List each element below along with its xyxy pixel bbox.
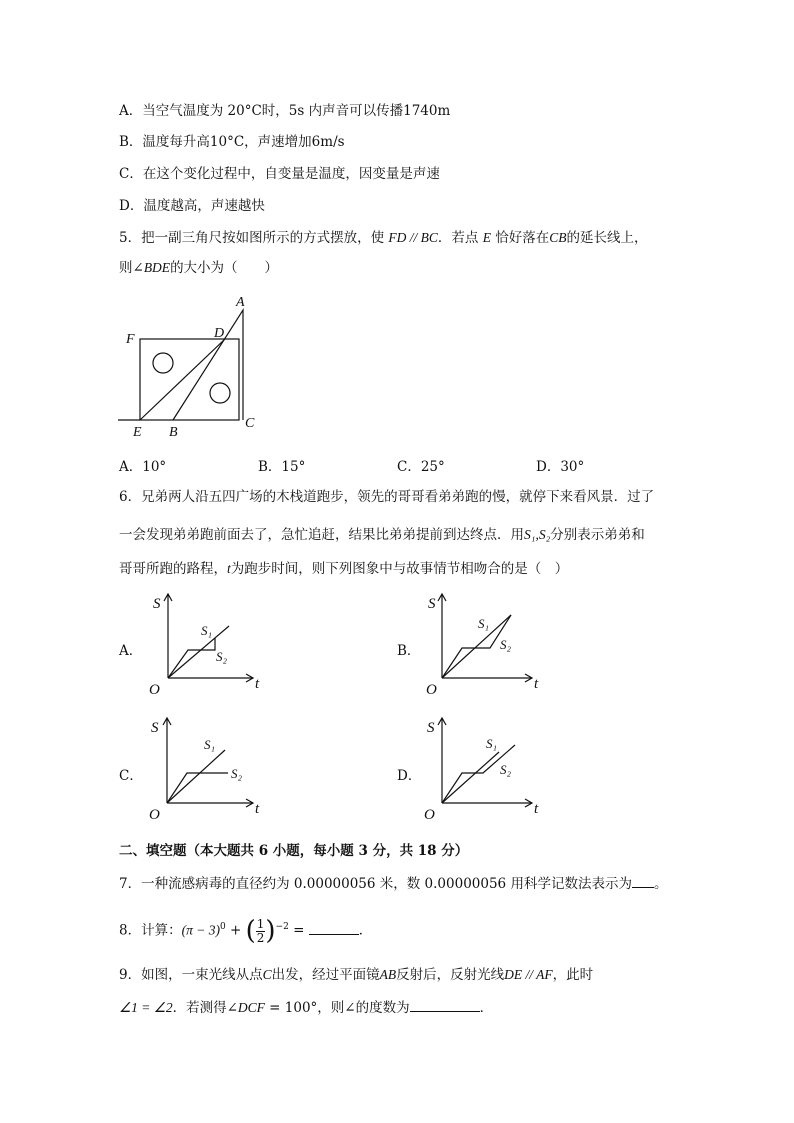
q6-graph-a <box>145 590 270 700</box>
q4-option-b: B．温度每升高10°C，声速增加6m/s <box>119 134 345 150</box>
q6-line1: 6．兄弟两人沿五四广场的木栈道跑步，领先的哥哥看弟弟跑的慢，就停下来看风景．过了 <box>119 489 655 505</box>
q6b-origin: O <box>426 682 437 698</box>
q4-option-c: C．在这个变化过程中，自变量是温度，因变量是声速 <box>119 166 440 182</box>
q6d-axis-t: t <box>534 801 539 817</box>
q6c-s2: S₂ <box>231 766 243 781</box>
q6a-axis-t: t <box>255 676 260 692</box>
q6d-s2: S₂ <box>500 762 512 777</box>
q5-option-d: D．30° <box>536 459 585 475</box>
q4-option-a: A．当空气温度为 20°C时，5s 内声音可以传播1740m <box>119 103 451 119</box>
q6c-axis-s: S <box>151 720 159 736</box>
q9-line1: 9．如图，一束光线从点C出发，经过平面镜AB反射后，反射光线DE // AF，此时 <box>119 967 594 983</box>
q6-line3: 哥哥所跑的路程，t为跑步时间，则下列图象中与故事情节相吻合的是（ ） <box>119 561 569 577</box>
q6a-axis-s: S <box>153 596 161 612</box>
q6b-s2: S₂ <box>500 637 512 652</box>
q6-option-d: D． <box>397 768 422 784</box>
q6-option-c: C． <box>119 768 143 784</box>
q6-line2: 一会发现弟弟跑前面去了，急忙追赶，结果比弟弟提前到达终点．用S₁,S₂分别表示弟弟和 <box>119 527 645 543</box>
q6-graph-c <box>145 714 270 829</box>
q6c-s1: S₁ <box>204 737 216 752</box>
q6d-origin: O <box>424 807 435 823</box>
q6d-axis-s: S <box>427 720 435 736</box>
q6-option-b: B． <box>397 643 421 659</box>
q9-answer-blank[interactable] <box>410 997 480 1012</box>
q6c-axis-t: t <box>255 801 260 817</box>
q6b-axis-s: S <box>428 596 436 612</box>
q6c-origin: O <box>149 807 160 823</box>
q6b-s1: S₁ <box>478 616 490 631</box>
q5-label-a: A <box>236 295 245 310</box>
q6b-axis-t: t <box>534 676 539 692</box>
q6a-s1: S₁ <box>201 623 213 638</box>
section2-title: 二、填空题（本大题共 6 小题，每小题 3 分，共 18 分） <box>119 843 469 859</box>
q6d-s1: S₁ <box>486 736 498 751</box>
q9-line2: ∠1 = ∠2．若测得∠DCF = 100°，则∠的度数为 ． <box>119 997 493 1018</box>
q4-option-d: D．温度越高，声速越快 <box>119 198 265 214</box>
q5-label-f: F <box>126 332 135 347</box>
q5-figure <box>118 292 268 442</box>
q6-option-a: A． <box>119 643 143 659</box>
q6a-origin: O <box>149 682 160 698</box>
q8: 8．计算：$(\pi - 3)^0$ + ( $\frac{1}{2}$ )$^{-2}$ = ． <box>119 916 373 946</box>
q5-label-d: D <box>214 326 225 341</box>
q6-graph-d <box>420 714 550 829</box>
q5-line1: 5．把一副三角尺按如图所示的方式摆放，使 FD // BC．若点 E 恰好落在CB的延长线上， <box>119 230 648 246</box>
q7: 7．一种流感病毒的直径约为 0.00000056 米，数 0.00000056 用科学记数法表示为 。 <box>119 873 667 894</box>
q5-label-c: C <box>245 416 255 431</box>
q5-option-a: A．10° <box>119 459 167 475</box>
q6a-s2: S₂ <box>216 649 228 664</box>
q5-line2: 则∠BDE的大小为（ ） <box>119 260 279 276</box>
q6-graph-b <box>420 590 550 700</box>
q5-option-b: B．15° <box>258 459 306 475</box>
q8-answer-blank[interactable] <box>309 920 359 935</box>
q5-option-c: C．25° <box>397 459 445 475</box>
q5-label-e: E <box>133 425 142 440</box>
q7-answer-blank[interactable] <box>632 873 654 888</box>
q5-label-b: B <box>169 425 178 440</box>
